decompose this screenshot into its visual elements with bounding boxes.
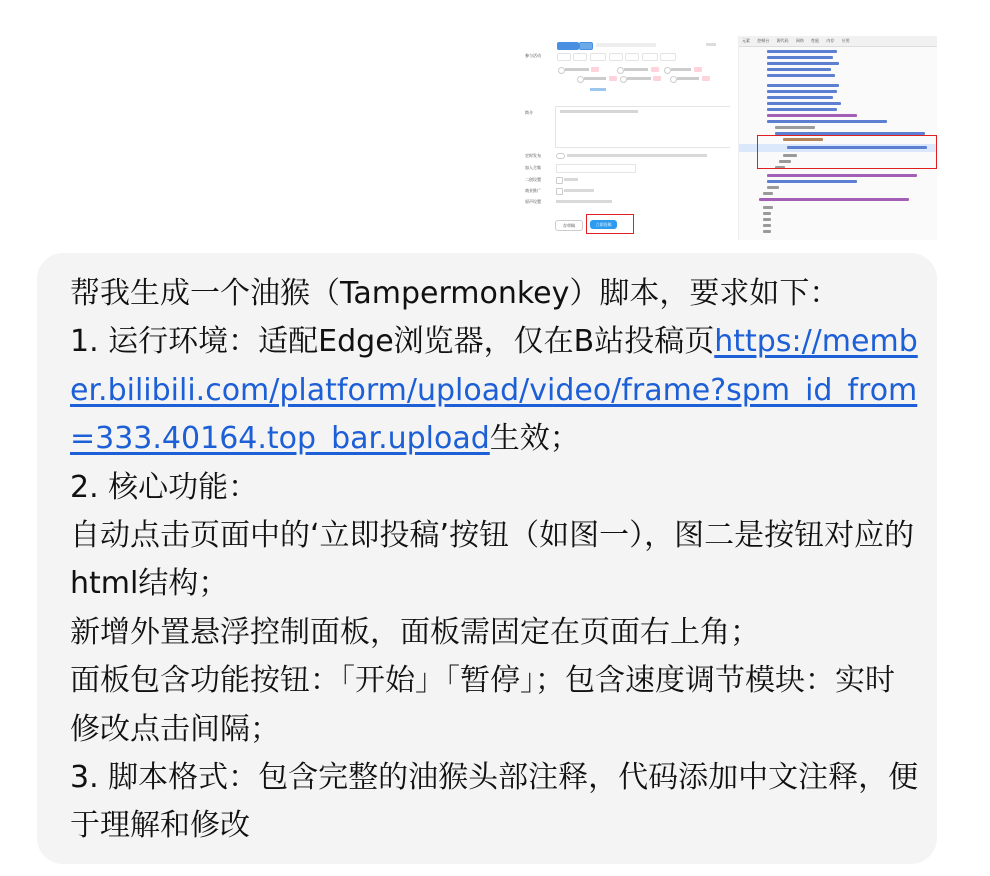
save-draft-button: 存草稿 — [555, 220, 583, 231]
message-intro: 帮我生成一个油猴（Tampermonkey）脚本，要求如下： — [70, 276, 840, 311]
activity-chip — [557, 53, 571, 61]
schedule-label: 定时发布 — [525, 153, 541, 158]
topic-tag — [702, 76, 710, 81]
activity-chip — [642, 53, 658, 61]
activity-chip — [573, 53, 587, 61]
topic-text — [627, 77, 651, 80]
upload-page-link[interactable]: https://member.bilibili.com/platform/upload/video/frame?spm_id_from=333.40164.top_bar.upload — [70, 324, 918, 457]
topic-tag — [694, 67, 702, 72]
devtools-tab: 控制台 — [757, 38, 770, 43]
topic-text — [584, 77, 606, 80]
schedule-hint — [567, 154, 707, 157]
type-hint — [596, 43, 656, 47]
promotion-checkbox — [556, 188, 563, 195]
devtools-tab: 元素 — [742, 38, 750, 43]
remix-label: 二创设置 — [525, 177, 541, 182]
topic-check — [664, 67, 671, 74]
schedule-toggle — [556, 153, 565, 159]
submit-highlight-box — [586, 214, 634, 234]
upload-form-screenshot — [524, 36, 730, 240]
message-item-3: 3. 脚本格式：包含完整的油猴头部注释，代码添加中文注释，便于理解和修改 — [70, 760, 919, 844]
devtools-toolbar — [739, 36, 937, 47]
submit-upload-button: 立即投稿 — [590, 220, 617, 229]
message-text — [70, 270, 920, 851]
more-activities-link — [590, 88, 606, 91]
topic-check — [617, 67, 624, 74]
message-item-1 — [70, 318, 920, 463]
collection-select — [556, 164, 636, 173]
activity-label: 参与活动 — [525, 53, 541, 58]
topic-check — [558, 67, 565, 74]
collection-label: 加入合集 — [525, 165, 541, 170]
promotion-label: 商业推广 — [525, 188, 541, 193]
description-textarea — [555, 106, 730, 148]
activity-chip — [590, 53, 606, 61]
devtools-tab: 网络 — [795, 38, 804, 43]
message-item-2-line-1: 自动点击页面中的‘立即投稿’按钮（如图一），图二是按钮对应的html结构； — [70, 518, 915, 602]
description-label: 简介 — [525, 110, 533, 115]
promotion-text — [564, 189, 594, 192]
topic-check — [577, 76, 584, 83]
topic-tag — [591, 67, 599, 72]
topic-tag — [609, 76, 617, 81]
audio-label: 原声设置 — [525, 199, 541, 204]
topic-check — [620, 76, 627, 83]
type-count — [706, 43, 716, 46]
devtools-screenshot — [738, 36, 937, 240]
topic-text — [677, 77, 699, 80]
remix-checkbox — [556, 177, 563, 184]
topic-text — [624, 68, 648, 71]
devtools-tab: 应用 — [841, 38, 850, 43]
devtools-tab: 源代码 — [776, 38, 789, 43]
button-node-highlight-box — [757, 135, 937, 169]
activity-chip — [609, 53, 623, 61]
topic-text — [565, 68, 589, 71]
item1-prefix: 1. 运行环境：适配Edge浏览器，仅在B站投稿页 — [70, 324, 715, 360]
message-item-2-title: 2. 核心功能： — [70, 469, 259, 505]
type-chip-selected — [557, 42, 579, 50]
message-item-2-line-3: 面板包含功能按钮：「开始」「暂停」；包含速度调节模块：实时修改点击间隔； — [70, 663, 895, 747]
message-item-2-line-2: 新增外置悬浮控制面板，面板需固定在页面右上角； — [70, 614, 760, 650]
activity-chip — [625, 53, 639, 61]
topic-tag — [653, 76, 661, 81]
item1-suffix: 生效； — [489, 421, 580, 457]
remix-text — [564, 178, 578, 181]
topic-text — [671, 68, 691, 71]
audio-text — [556, 200, 612, 203]
topic-check — [670, 76, 677, 83]
devtools-tab: 内存 — [826, 38, 835, 43]
type-chip — [579, 42, 593, 50]
topic-tag — [651, 67, 659, 72]
devtools-tab: 性能 — [811, 38, 820, 43]
activity-chip — [660, 53, 676, 61]
